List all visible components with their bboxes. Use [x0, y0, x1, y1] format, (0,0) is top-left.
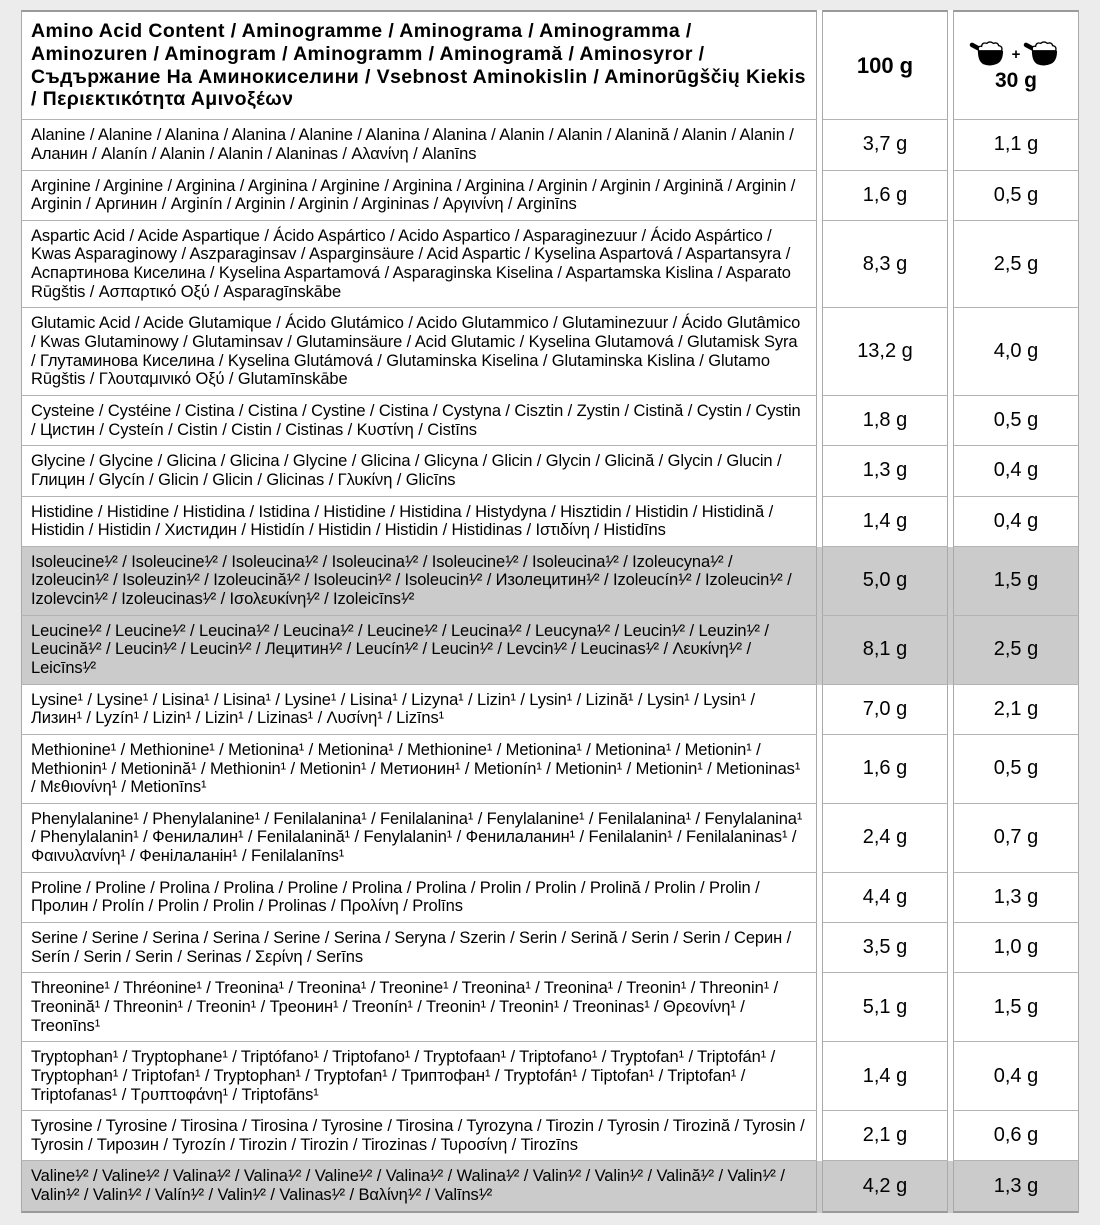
value-per-100g: 7,0 g — [822, 685, 948, 735]
value-per-100g: 1,6 g — [822, 735, 948, 804]
value-per-100g: 1,4 g — [822, 1042, 948, 1111]
table-row — [21, 171, 1079, 221]
value-per-30g: 4,0 g — [953, 308, 1079, 396]
table-row — [21, 923, 1079, 973]
amino-acid-name: Lysine¹ / Lysine¹ / Lisina¹ / Lisina¹ / Lysine¹ / Lisina¹ / Lizyna¹ / Lizin¹ / Lysin¹ / Lizină¹ / Lysin¹ / Lysin¹ / Лизин¹ / Lyzín¹ / Lizin¹ / Lizin¹ / Lizinas¹ / Λυσίνη¹ / Lizīns¹ — [21, 685, 817, 735]
plus-sign: + — [1011, 46, 1021, 64]
value-per-100g: 4,2 g — [822, 1161, 948, 1212]
table-body — [21, 120, 1079, 1212]
table-row — [21, 547, 1079, 616]
value-per-30g: 0,5 g — [953, 396, 1079, 446]
amino-acid-name: Glutamic Acid / Acide Glutamique / Ácido Glutámico / Acido Glutammico / Glutaminezuur / Ácido Glutâmico / Kwas Glutaminowy / Glutaminsav / Glutaminsäure / Acid Glutamic / Kyselina Glutamová / Glutamisk Syra / Глутаминова Киселина / Kyselina Glutámová / Glutaminska Kiselina / Glutaminska Kislina / Glutamo Rūgštis / Γλουταμινικό Οξύ / Glutamīnskābe — [21, 308, 817, 396]
amino-acid-name: Valine¹⁄² / Valine¹⁄² / Valina¹⁄² / Valina¹⁄² / Valine¹⁄² / Valina¹⁄² / Walina¹⁄² / Valin¹⁄² / Valin¹⁄² / Valină¹⁄² / Valin¹⁄² / Valin¹⁄² / Valin¹⁄² / Valín¹⁄² / Valin¹⁄² / Valinas¹⁄² / Βαλίνη¹⁄² / Valīns¹⁄² — [21, 1161, 817, 1212]
amino-acid-name: Histidine / Histidine / Histidina / Istidina / Histidine / Histidina / Histydyna / Hisztidin / Histidin / Histidină / Histidin / Histidin / Хистидин / Histidín / Histidin / Histidin / Histidinas / Ιστιδίνη / Histidīns — [21, 497, 817, 547]
amino-acid-name: Aspartic Acid / Acide Aspartique / Ácido Aspártico / Acido Aspartico / Asparaginezuur / Ácido Aspártico / Kwas Asparaginowy / Aszparaginsav / Asparginsäure / Acid Aspartic / Kyselina Aspartová / Aspartansyra / Аспартинова Киселина / Kyselina Aspartamová / Asparaginska Kiselina / Aspartamska Kislina / Asparato Rūgštis / Ασπαρτικό Οξύ / Asparagīnskābe — [21, 221, 817, 309]
table-title: Amino Acid Content / Aminogramme / Aminograma / Aminogramma / Aminozuren / Aminogram / Aminogramm / Aminogramă / Aminosyror / Съдържание На Аминокиселини / Vsebnost Aminokislin / Aminorūgščių Kiekis / Περιεκτικότητα Αμινοξέων — [21, 10, 817, 120]
value-per-30g: 0,7 g — [953, 804, 1079, 873]
amino-acid-name: Glycine / Glycine / Glicina / Glicina / Glycine / Glicina / Glicyna / Glicin / Glycin / Glicină / Glycin / Glucin / Глицин / Glycín / Glicin / Glicin / Glicinas / Γλυκίνη / Glicīns — [21, 446, 817, 496]
value-per-100g: 3,5 g — [822, 923, 948, 973]
value-per-30g: 1,5 g — [953, 547, 1079, 616]
value-per-100g: 13,2 g — [822, 308, 948, 396]
value-per-100g: 1,6 g — [822, 171, 948, 221]
table-header-row — [21, 10, 1079, 120]
value-per-30g: 2,5 g — [953, 221, 1079, 309]
value-per-30g: 2,5 g — [953, 616, 1079, 685]
value-per-100g: 2,4 g — [822, 804, 948, 873]
value-per-30g: 0,6 g — [953, 1111, 1079, 1161]
amino-acid-table — [21, 10, 1079, 1213]
value-per-30g: 1,0 g — [953, 923, 1079, 973]
table-row — [21, 221, 1079, 309]
measuring-scoop-icon — [969, 40, 1009, 69]
value-per-100g: 8,1 g — [822, 616, 948, 685]
table-row — [21, 497, 1079, 547]
value-per-100g: 1,8 g — [822, 396, 948, 446]
value-per-30g: 2,1 g — [953, 685, 1079, 735]
value-per-30g: 0,4 g — [953, 497, 1079, 547]
table-row — [21, 1111, 1079, 1161]
table-row — [21, 685, 1079, 735]
amino-acid-name: Proline / Proline / Prolina / Prolina / Proline / Prolina / Prolina / Prolin / Prolin / Prolină / Prolin / Prolin / Пролин / Prolín / Prolin / Prolin / Prolinas / Προλίνη / Prolīns — [21, 873, 817, 923]
amino-acid-name: Serine / Serine / Serina / Serina / Serine / Serina / Seryna / Szerin / Serin / Serină / Serin / Serin / Серин / Serín / Serin / Serin / Serinas / Σερίνη / Serīns — [21, 923, 817, 973]
table-row — [21, 446, 1079, 496]
value-per-100g: 1,3 g — [822, 446, 948, 496]
value-per-100g: 1,4 g — [822, 497, 948, 547]
amino-acid-name: Tyrosine / Tyrosine / Tirosina / Tirosina / Tyrosine / Tirosina / Tyrozyna / Tirozin / Tyrosin / Tirozină / Tyrosin / Tyrosin / Тирозин / Tyrozín / Tirozin / Tirozin / Tirozinas / Τυροσίνη / Tirozīns — [21, 1111, 817, 1161]
table-row — [21, 735, 1079, 804]
value-per-100g: 2,1 g — [822, 1111, 948, 1161]
column-header-per-100g: 100 g — [822, 10, 948, 120]
amino-acid-name: Threonine¹ / Thréonine¹ / Treonina¹ / Treonina¹ / Treonine¹ / Treonina¹ / Treonina¹ / Treonin¹ / Threonin¹ / Treonină¹ / Threonin¹ / Treonin¹ / Треонин¹ / Treonín¹ / Treonin¹ / Treonin¹ / Treoninas¹ / Θρεονίνη¹ / Treonīns¹ — [21, 973, 817, 1042]
value-per-100g: 3,7 g — [822, 120, 948, 170]
amino-acid-name: Leucine¹⁄² / Leucine¹⁄² / Leucina¹⁄² / Leucina¹⁄² / Leucine¹⁄² / Leucina¹⁄² / Leucyna¹⁄² / Leucin¹⁄² / Leuzin¹⁄² / Leucină¹⁄² / Leucin¹⁄² / Leucin¹⁄² / Лецитин¹⁄² / Leucín¹⁄² / Leucin¹⁄² / Levcin¹⁄² / Leucinas¹⁄² / Λευκίνη¹⁄² / Leicīns¹⁄² — [21, 616, 817, 685]
amino-acid-name: Arginine / Arginine / Arginina / Arginina / Arginine / Arginina / Arginina / Arginin / Arginin / Arginină / Arginin / Arginin / Аргинин / Arginín / Arginin / Arginin / Argininas / Αργινίνη / Arginīns — [21, 171, 817, 221]
table-row — [21, 308, 1079, 396]
amino-acid-name: Phenylalanine¹ / Phenylalanine¹ / Fenilalanina¹ / Fenilalanina¹ / Fenylalanine¹ / Fenilalanina¹ / Fenylalanina¹ / Phenylalanin¹ / Фенилалин¹ / Fenilalanină¹ / Fenylalanin¹ / Фенилаланин¹ / Fenilalanin¹ / Fenilalaninas¹ / Φαινυλανίνη¹ / Фенілаланін¹ / Fenilalanīns¹ — [21, 804, 817, 873]
value-per-30g: 1,5 g — [953, 973, 1079, 1042]
value-per-30g: 0,4 g — [953, 1042, 1079, 1111]
amino-acid-name: Tryptophan¹ / Tryptophane¹ / Triptófano¹ / Triptofano¹ / Tryptofaan¹ / Triptofano¹ / Tryptofan¹ / Triptofán¹ / Tryptophan¹ / Triptofan¹ / Tryptophan¹ / Tryptofan¹ / Триптофан¹ / Tryptofán¹ / Tiptofan¹ / Triptofan¹ / Triptofanas¹ / Τρυπτοφάνη¹ / Triptofāns¹ — [21, 1042, 817, 1111]
value-per-30g: 0,5 g — [953, 171, 1079, 221]
value-per-30g: 0,5 g — [953, 735, 1079, 804]
amino-acid-name: Isoleucine¹⁄² / Isoleucine¹⁄² / Isoleucina¹⁄² / Isoleucina¹⁄² / Isoleucine¹⁄² / Isoleucina¹⁄² / Izoleucyna¹⁄² / Izoleucin¹⁄² / Isoleuzin¹⁄² / Izoleucină¹⁄² / Isoleucin¹⁄² / Isoleucin¹⁄² / Изолецитин¹⁄² / Izoleucín¹⁄² / Izoleucin¹⁄² / Izolevcin¹⁄² / Izoleucinas¹⁄² / Ισολευκίνη¹⁄² / Izoleicīns¹⁄² — [21, 547, 817, 616]
value-per-100g: 8,3 g — [822, 221, 948, 309]
table-row — [21, 973, 1079, 1042]
scoops-row — [969, 40, 1064, 69]
value-per-30g: 1,3 g — [953, 1161, 1079, 1212]
table-row — [21, 120, 1079, 170]
table-row — [21, 396, 1079, 446]
amino-acid-name: Cysteine / Cystéine / Cistina / Cistina / Cystine / Cistina / Cystyna / Cisztin / Zystin / Cistină / Cystin / Cystin / Цистин / Cysteín / Cistin / Cistin / Cistinas / Κυστίνη / Cistīns — [21, 396, 817, 446]
value-per-30g: 1,3 g — [953, 873, 1079, 923]
table-row — [21, 1161, 1079, 1212]
table-row — [21, 804, 1079, 873]
value-per-100g: 5,0 g — [822, 547, 948, 616]
measuring-scoop-icon — [1023, 40, 1063, 69]
table-row — [21, 616, 1079, 685]
amino-acid-name: Alanine / Alanine / Alanina / Alanina / Alanine / Alanina / Alanina / Alanin / Alanin / Alanină / Alanin / Alanin / Аланин / Alanín / Alanin / Alanin / Alaninas / Αλανίνη / Alanīns — [21, 120, 817, 170]
amino-acid-name: Methionine¹ / Methionine¹ / Metionina¹ / Metionina¹ / Methionine¹ / Metionina¹ / Metionina¹ / Metionin¹ / Methionin¹ / Metionină¹ / Methionin¹ / Metionin¹ / Метионин¹ / Metionín¹ / Metionin¹ / Metionin¹ / Metioninas¹ / Μεθιονίνη¹ / Metionīns¹ — [21, 735, 817, 804]
value-per-100g: 4,4 g — [822, 873, 948, 923]
table-row — [21, 1042, 1079, 1111]
serving-weight-label: 30 g — [994, 69, 1038, 93]
table-row — [21, 873, 1079, 923]
column-header-per-serving — [953, 10, 1079, 120]
value-per-30g: 1,1 g — [953, 120, 1079, 170]
value-per-30g: 0,4 g — [953, 446, 1079, 496]
value-per-100g: 5,1 g — [822, 973, 948, 1042]
